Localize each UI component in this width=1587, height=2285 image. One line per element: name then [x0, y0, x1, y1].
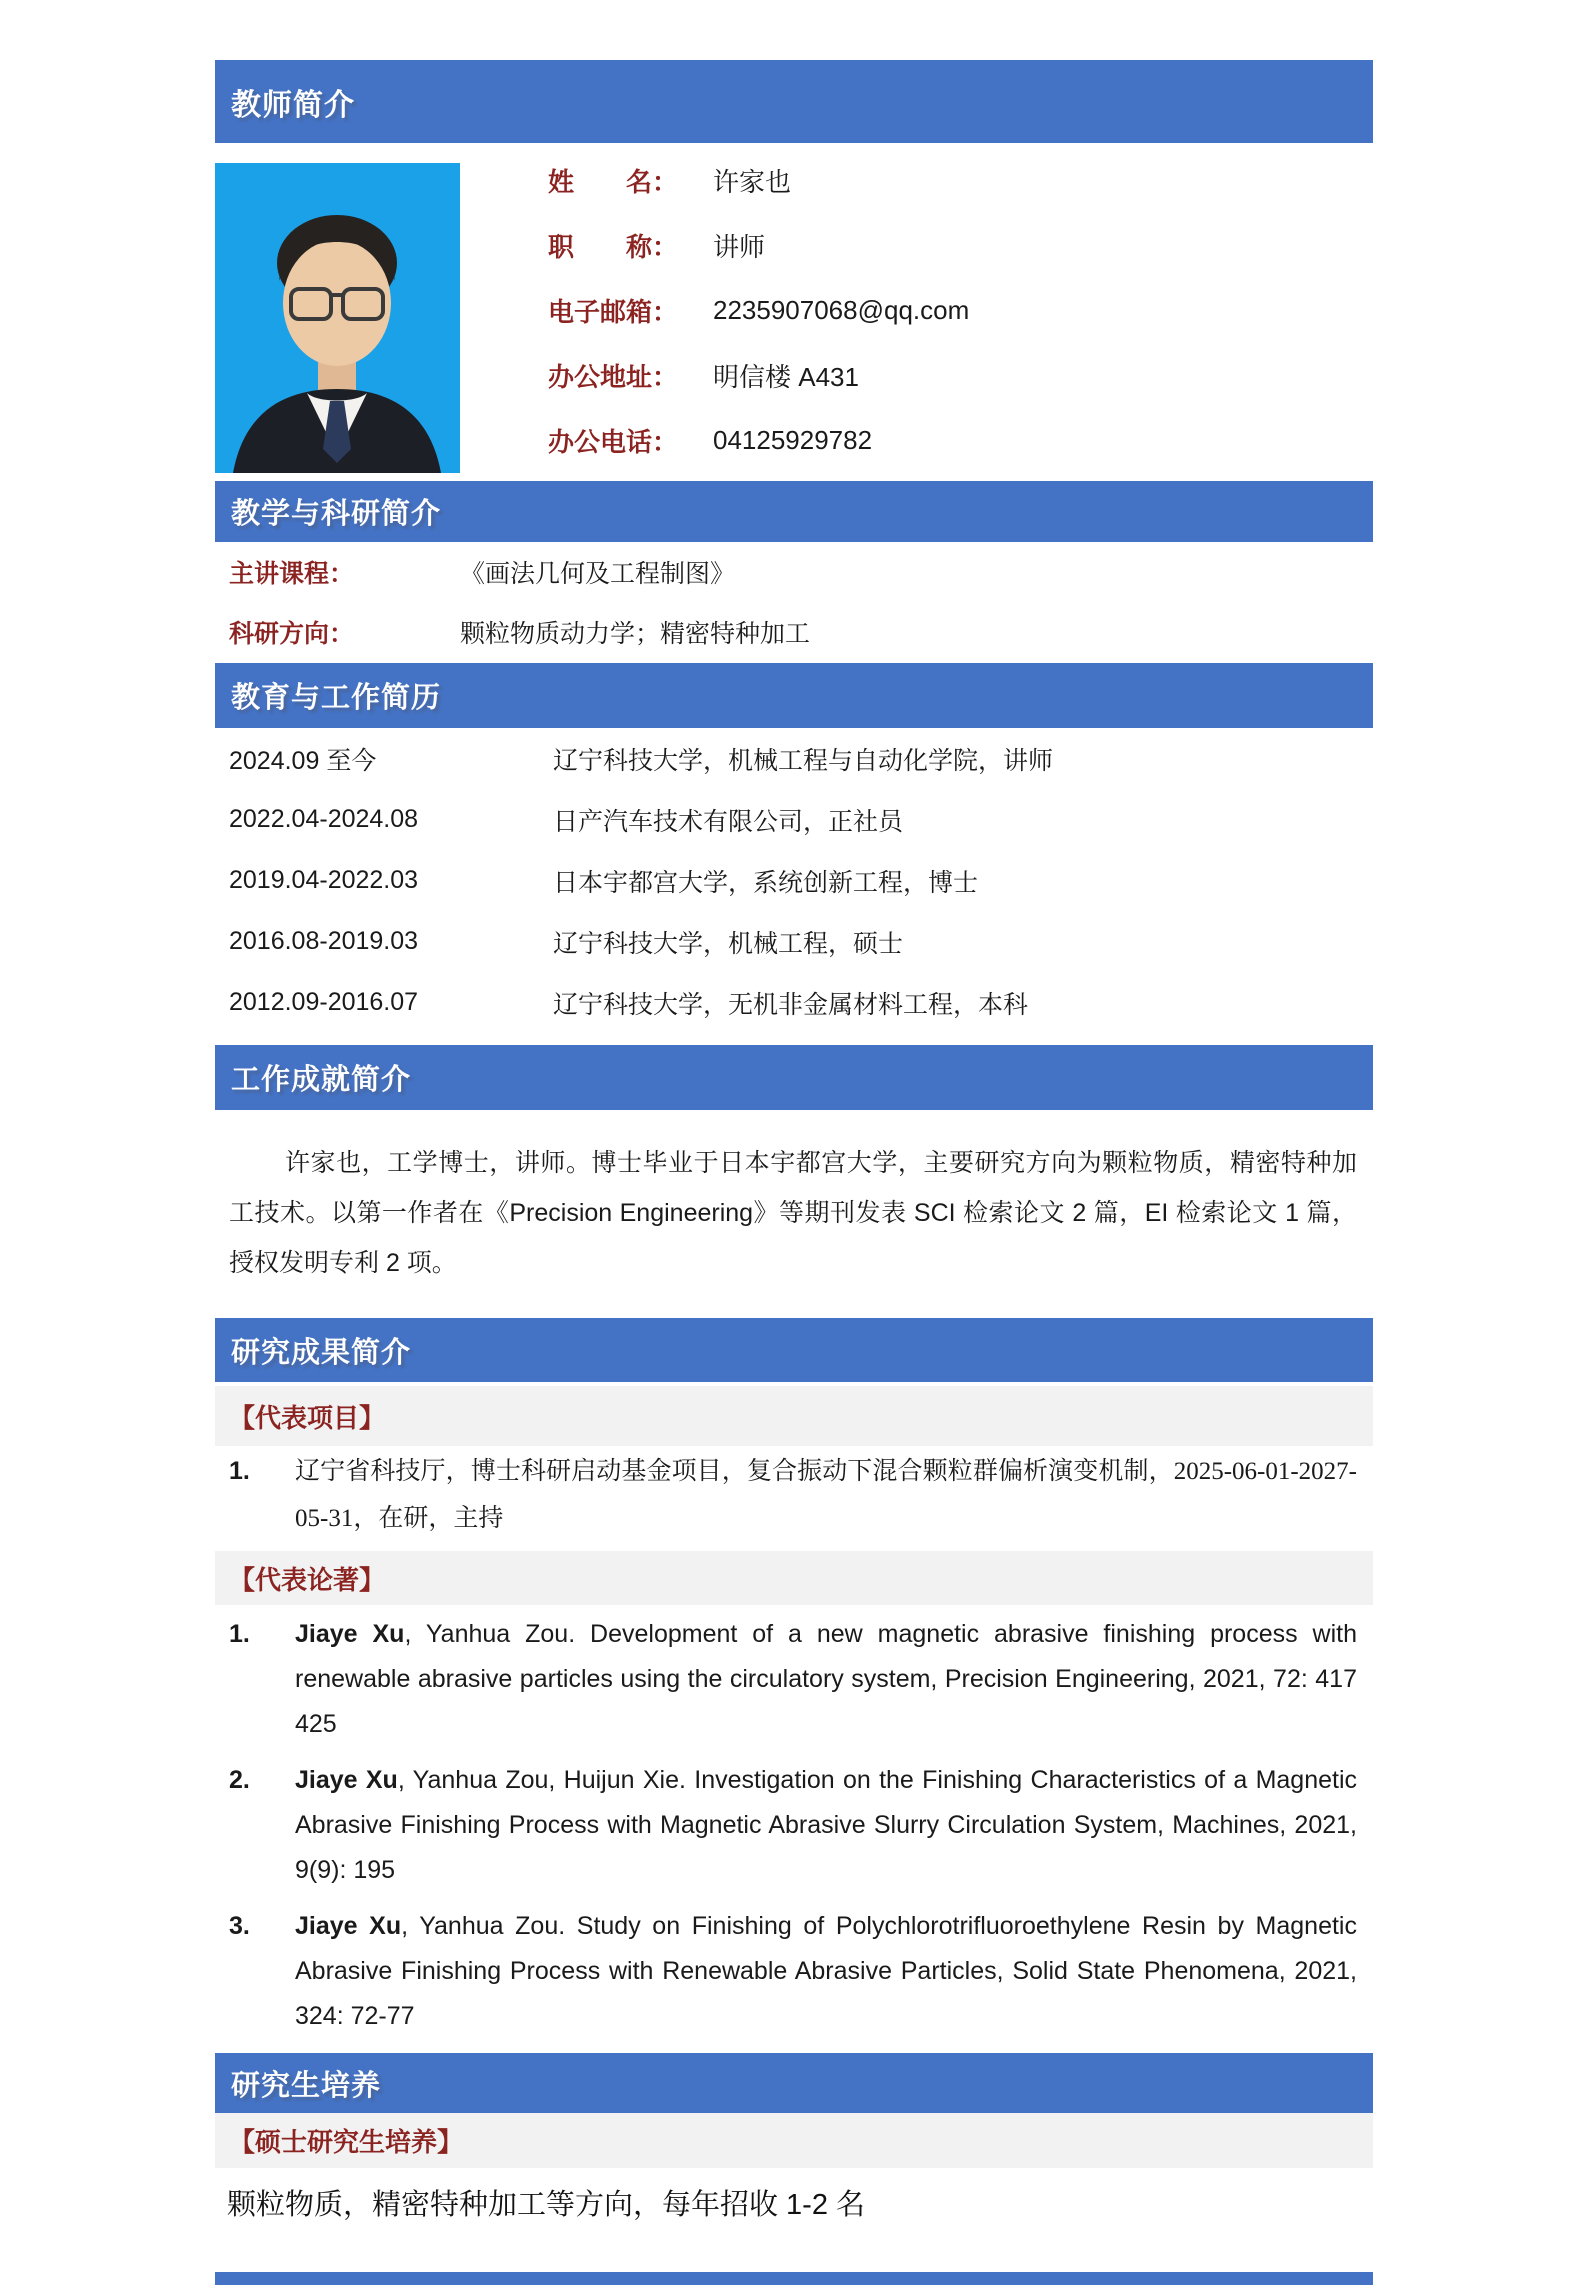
education-row	[215, 972, 1373, 1033]
education-detail: 辽宁科技大学，机械工程，硕士	[553, 929, 904, 958]
publication-text	[295, 1904, 1357, 2039]
field-label-office: 办公地址：	[548, 362, 679, 392]
field-value-name: 许家也	[713, 167, 792, 197]
education-rows	[215, 728, 1373, 1033]
subheader-publications	[215, 1551, 1373, 1605]
section-title-teacher-intro: 教师简介	[231, 88, 355, 122]
project-text	[295, 1448, 1357, 1542]
section-bar-achievements	[215, 1045, 1373, 1110]
field-label-phone: 办公电话：	[548, 427, 679, 457]
education-row	[215, 850, 1373, 911]
publication-list	[215, 1612, 1373, 2050]
education-row	[215, 728, 1373, 789]
section-title-education-career: 教育与工作简历	[231, 682, 442, 714]
publication-number: 2.	[229, 1766, 250, 1794]
section-title-achievements: 工作成就简介	[231, 1064, 412, 1096]
photo-person-silhouette	[215, 163, 460, 473]
project-number: 1.	[229, 1457, 250, 1485]
section-title-research-results: 研究成果简介	[231, 1336, 412, 1369]
profile-photo	[215, 163, 460, 473]
field-label-name: 姓 名：	[548, 167, 679, 197]
field-value-office: 明信楼 A431	[713, 362, 859, 392]
field-label-title: 职 称：	[548, 232, 679, 262]
teaching-row-direction	[215, 602, 1373, 662]
education-period: 2022.04-2024.08	[229, 805, 419, 833]
graduate-recruiting-text: 颗粒物质，精密特种加工等方向，每年招收 1-2 名	[227, 2189, 866, 2221]
education-row	[215, 789, 1373, 850]
field-value-email: 2235907068@qq.com	[713, 295, 970, 325]
education-detail: 日产汽车技术有限公司，正社员	[553, 807, 904, 836]
publication-author-bold: Jiaye Xu	[295, 1766, 398, 1794]
project-date: 2025-06-01-2027-05-31	[295, 1458, 1357, 1532]
teaching-label-direction: 科研方向：	[229, 620, 355, 648]
education-period: 2016.08-2019.03	[229, 927, 419, 955]
publication-item-3	[215, 1904, 1373, 2039]
teaching-label-courses: 主讲课程：	[229, 560, 355, 588]
achievement-paragraph: 许家也，工学博士，讲师。博士毕业于日本宇都宫大学，主要研究方向为颗粒物质，精密特种加工技术。以第一作者在《Precision Engineering》等期刊发表 SCI 检索论文 2 篇，EI 检索论文 1 篇，授权发明专利 2 项。	[229, 1149, 1357, 1277]
teaching-rows	[215, 542, 1373, 662]
subheader-master-training	[215, 2113, 1373, 2168]
publication-citation: , Yanhua Zou. Study on Finishing of Polychlorotrifluoroethylene Resin by Magnetic Abrasive Finishing Process with Renewable Abrasive Particles, Solid State Phenomena, 2021, 324: 72-77	[295, 1912, 1357, 2030]
subheader-projects	[215, 1386, 1373, 1446]
section-bar-partial-bottom	[215, 2272, 1373, 2285]
subheader-publications-label: 【代表论著】	[229, 1564, 386, 1595]
field-row-phone	[548, 408, 1368, 473]
education-period: 2024.09 至今	[229, 746, 377, 775]
education-row	[215, 911, 1373, 972]
field-row-title	[548, 213, 1368, 278]
field-row-office	[548, 343, 1368, 408]
publication-text	[295, 1612, 1357, 1747]
subheader-projects-label: 【代表项目】	[229, 1402, 386, 1433]
publication-author-bold: Jiaye Xu	[295, 1912, 402, 1940]
publication-item-1	[215, 1612, 1373, 1747]
project-text-main: 辽宁省科技厅，博士科研启动基金项目，复合振动下混合颗粒群偏析演变机制，	[295, 1457, 1174, 1485]
section-bar-research-results	[215, 1318, 1373, 1382]
section-bar-graduate-training	[215, 2053, 1373, 2113]
education-detail: 辽宁科技大学，机械工程与自动化学院，讲师	[553, 746, 1054, 775]
publication-author-bold: Jiaye Xu	[295, 1620, 405, 1648]
publication-number: 3.	[229, 1912, 250, 1940]
section-title-teaching-research: 教学与科研简介	[231, 498, 442, 530]
section-bar-education-career	[215, 663, 1373, 728]
publication-citation: , Yanhua Zou. Development of a new magnetic abrasive finishing process with renewable abrasive particles using the circulatory system, Precision Engineering, 2021, 72: 417 425	[295, 1620, 1357, 1738]
education-detail: 日本宇都宫大学，系统创新工程，博士	[553, 868, 979, 897]
profile-fields	[548, 148, 1368, 473]
field-value-title: 讲师	[713, 232, 766, 262]
teaching-value-courses: 《画法几何及工程制图》	[460, 560, 736, 588]
publication-text	[295, 1758, 1357, 1893]
teaching-row-courses	[215, 542, 1373, 602]
education-period: 2012.09-2016.07	[229, 988, 419, 1016]
teaching-value-direction: 颗粒物质动力学；精密特种加工	[460, 620, 811, 648]
field-label-email: 电子邮箱：	[548, 297, 679, 327]
publication-number: 1.	[229, 1620, 250, 1648]
section-title-graduate-training: 研究生培养	[231, 2069, 382, 2102]
field-row-email	[548, 278, 1368, 343]
education-detail: 辽宁科技大学，无机非金属材料工程，本科	[553, 990, 1029, 1019]
education-period: 2019.04-2022.03	[229, 866, 419, 894]
project-item-1	[215, 1448, 1373, 1542]
publication-citation: , Yanhua Zou, Huijun Xie. Investigation on the Finishing Characteristics of a Magnetic Abrasive Finishing Process with Magnetic Abrasive Slurry Circulation System, Machines, 2021, 9(9): 195	[295, 1766, 1358, 1884]
project-text-tail: ，在研，主持	[353, 1504, 504, 1532]
subheader-master-training-label: 【硕士研究生培养】	[229, 2127, 464, 2157]
field-value-phone: 04125929782	[713, 425, 873, 455]
section-bar-teaching-research	[215, 481, 1373, 542]
field-row-name	[548, 148, 1368, 213]
section-bar-teacher-intro	[215, 60, 1373, 143]
publication-item-2	[215, 1758, 1373, 1893]
